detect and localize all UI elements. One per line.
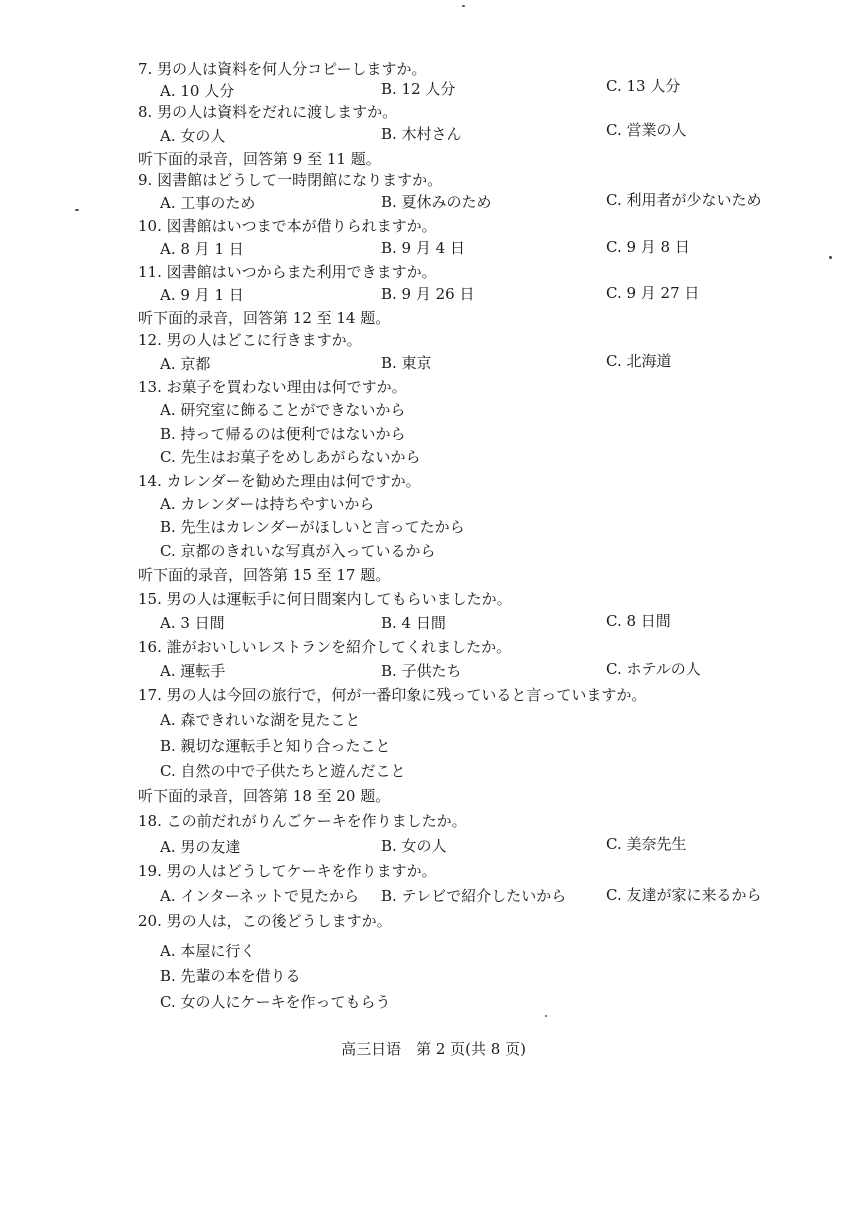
section-instruction: 听下面的录音，回答第 12 至 14 题。: [138, 309, 391, 327]
answer-option: C. 9 月 8 日: [606, 238, 690, 256]
question-text: 14. カレンダーを勧めた理由は何ですか。: [138, 472, 421, 490]
answer-option: C. 9 月 27 日: [606, 284, 700, 302]
answer-option: A. 3 日間: [160, 614, 225, 632]
answer-option: B. 親切な運転手と知り合ったこと: [160, 737, 391, 755]
scan-speck: [462, 5, 465, 7]
page-footer: 高三日语 第 2 页(共 8 页): [341, 1040, 526, 1058]
answer-option: B. 9 月 26 日: [381, 285, 475, 303]
answer-option: C. 先生はお菓子をめしあがらないから: [160, 448, 421, 466]
question-text: 15. 男の人は運転手に何日間案内してもらいましたか。: [138, 590, 512, 608]
answer-option: C. 利用者が少ないため: [606, 191, 762, 209]
answer-option: A. インターネットで見たから: [160, 887, 360, 905]
answer-option: B. 9 月 4 日: [381, 239, 465, 257]
answer-option: B. 4 日間: [381, 614, 446, 632]
question-text: 17. 男の人は今回の旅行で，何が一番印象に残っていると言っていますか。: [138, 686, 647, 704]
question-text: 10. 図書館はいつまで本が借りられますか。: [138, 217, 437, 235]
question-text: 16. 誰がおいしいレストランを紹介してくれましたか。: [138, 638, 512, 656]
question-text: 13. お菓子を買わない理由は何ですか。: [138, 378, 407, 396]
section-instruction: 听下面的录音，回答第 18 至 20 题。: [138, 787, 391, 805]
answer-option: B. 先生はカレンダーがほしいと言ってたから: [160, 518, 465, 536]
answer-option: C. 北海道: [606, 352, 672, 370]
question-text: 19. 男の人はどうしてケーキを作りますか。: [138, 862, 437, 880]
answer-option: B. テレビで紹介したいから: [381, 887, 567, 905]
question-text: 20. 男の人は，この後どうしますか。: [138, 912, 392, 930]
answer-option: C. 8 日間: [606, 612, 671, 630]
answer-option: A. 京都: [160, 355, 211, 373]
answer-option: B. 女の人: [381, 837, 447, 855]
answer-option: C. 美奈先生: [606, 835, 687, 853]
answer-option: C. 営業の人: [606, 121, 687, 139]
answer-option: B. 夏休みのため: [381, 193, 492, 211]
question-text: 8. 男の人は資料をだれに渡しますか。: [138, 103, 398, 121]
answer-option: C. 13 人分: [606, 77, 681, 95]
question-text: 18. この前だれがりんごケーキを作りましたか。: [138, 812, 467, 830]
scan-speck: [545, 1015, 547, 1017]
answer-option: A. 研究室に飾ることができないから: [160, 401, 406, 419]
answer-option: A. 9 月 1 日: [160, 286, 244, 304]
answer-option: A. 本屋に行く: [160, 942, 256, 960]
answer-option: A. 女の人: [160, 127, 226, 145]
answer-option: A. 工事のため: [160, 194, 256, 212]
answer-option: A. 男の友達: [160, 838, 241, 856]
answer-option: B. 東京: [381, 354, 432, 372]
answer-option: A. 森できれいな湖を見たこと: [160, 711, 361, 729]
answer-option: B. 持って帰るのは便利ではないから: [160, 425, 406, 443]
question-text: 12. 男の人はどこに行きますか。: [138, 331, 362, 349]
answer-option: A. 運転手: [160, 662, 226, 680]
question-text: 7. 男の人は資料を何人分コピーしますか。: [138, 60, 427, 78]
answer-option: C. 女の人にケーキを作ってもらう: [160, 993, 391, 1011]
answer-option: B. 子供たち: [381, 662, 462, 680]
answer-option: B. 先輩の本を借りる: [160, 967, 301, 985]
answer-option: B. 12 人分: [381, 80, 456, 98]
scan-speck: [829, 256, 832, 259]
answer-option: C. 京都のきれいな写真が入っているから: [160, 542, 436, 560]
section-instruction: 听下面的录音，回答第 15 至 17 题。: [138, 566, 391, 584]
question-text: 9. 図書館はどうして一時閉館になりますか。: [138, 171, 443, 189]
answer-option: C. ホテルの人: [606, 660, 701, 678]
answer-option: A. 10 人分: [160, 82, 235, 100]
question-text: 11. 図書館はいつからまた利用できますか。: [138, 263, 437, 281]
scan-speck: [75, 209, 79, 211]
section-instruction: 听下面的录音，回答第 9 至 11 题。: [138, 150, 381, 168]
answer-option: B. 木村さん: [381, 125, 462, 143]
answer-option: A. カレンダーは持ちやすいから: [160, 495, 375, 513]
answer-option: A. 8 月 1 日: [160, 240, 244, 258]
answer-option: C. 自然の中で子供たちと遊んだこと: [160, 762, 406, 780]
answer-option: C. 友達が家に来るから: [606, 886, 762, 904]
